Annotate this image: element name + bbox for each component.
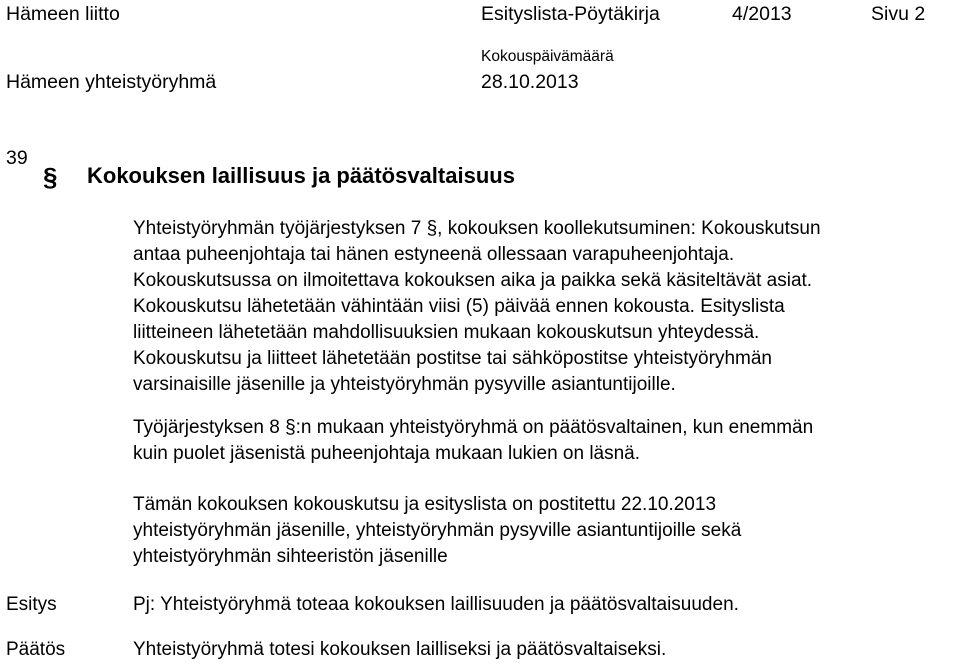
header-doc-number: 4/2013 — [732, 3, 792, 25]
header-group: Hämeen yhteistyöryhmä — [6, 71, 217, 93]
text-line: varsinaisille jäsenille ja yhteistyöryhmän pysyville asiantuntijoille. — [133, 374, 676, 395]
text-line: liitteineen lähetetään mahdollisuuksien mukaan kokouskutsun yhteydessä. — [133, 322, 760, 343]
section-sign: § — [43, 162, 58, 192]
text-line: kuin puolet jäsenistä puheenjohtaja mukaan lukien on läsnä. — [133, 443, 641, 464]
header-date-label: Kokouspäivämäärä — [481, 48, 614, 65]
paragraph-invitation — [133, 492, 933, 570]
header-org: Hämeen liitto — [6, 3, 120, 25]
text-line: Yhteistyöryhmän työjärjestyksen 7 §, kokouksen koollekutsuminen: Kokouskutsun — [133, 218, 821, 239]
proposal-text: Pj: Yhteistyöryhmä toteaa kokouksen laillisuuden ja päätösvaltaisuuden. — [133, 594, 739, 615]
paragraph-rules-7 — [133, 216, 933, 398]
section-title: Kokouksen laillisuus ja päätösvaltaisuus — [87, 163, 515, 188]
decision-text: Yhteistyöryhmä totesi kokouksen lailliseksi ja päätösvaltaiseksi. — [133, 639, 667, 660]
text-line: antaa puheenjohtaja tai hänen estyneenä ollessaan varapuheenjohtaja. — [133, 244, 735, 265]
paragraph-rules-8 — [133, 415, 933, 467]
text-line: Kokouskutsussa on ilmoitettava kokouksen aika ja paikka sekä käsiteltävät asiat. — [133, 270, 813, 291]
text-line: Työjärjestyksen 8 §:n mukaan yhteistyöryhmä on päätösvaltainen, kun enemmän — [133, 417, 814, 438]
text-line: yhteistyöryhmän jäsenille, yhteistyöryhmän pysyville asiantuntijoille sekä — [133, 520, 742, 541]
text-line: Kokouskutsu lähetetään vähintään viisi (5) päivää ennen kokousta. Esityslista — [133, 296, 785, 317]
decision-label: Päätös — [6, 639, 66, 660]
proposal-label: Esitys — [6, 594, 57, 615]
header-page: Sivu 2 — [871, 3, 926, 25]
header-date: 28.10.2013 — [481, 71, 579, 93]
section-number: 39 — [6, 147, 28, 169]
text-line: yhteistyöryhmän sihteeristön jäsenille — [133, 546, 448, 567]
text-line: Kokouskutsu ja liitteet lähetetään postitse tai sähköpostitse yhteistyöryhmän — [133, 348, 772, 369]
text-line: Tämän kokouksen kokouskutsu ja esityslista on postitettu 22.10.2013 — [133, 494, 717, 515]
header-doc-type: Esityslista-Pöytäkirja — [481, 3, 660, 25]
